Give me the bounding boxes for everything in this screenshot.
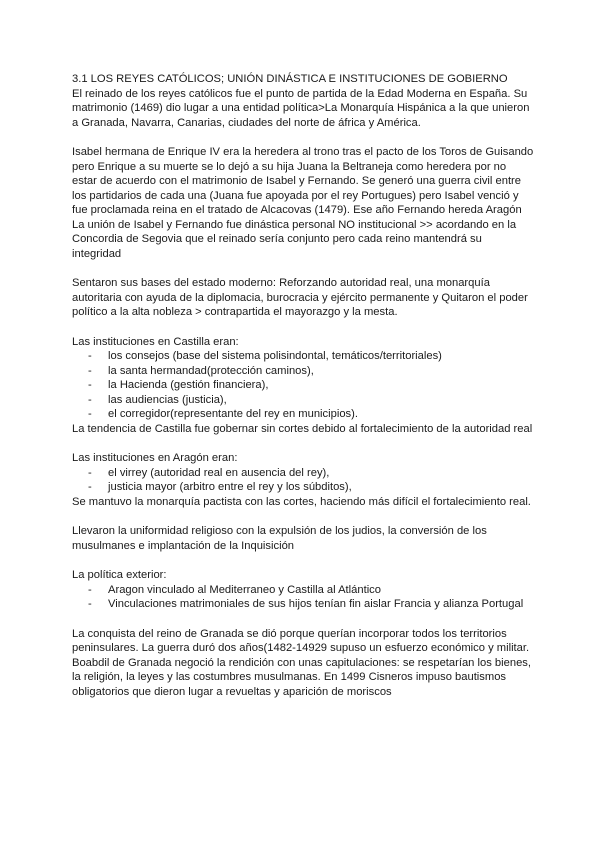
spacer [72, 436, 534, 451]
list-item: - los consejos (base del sistema polisindontal, temáticos/territoriales) [88, 349, 534, 364]
paragraph-intro: El reinado de los reyes católicos fue el punto de partida de la Edad Moderna en España. Su matrimonio (1469) dio lugar a una entidad política>La Monarquía Hispánica a la que unieron a Granada, Navarra, Canarias, ciudades del norte de áfrica y América. [72, 87, 530, 129]
spacer [72, 130, 534, 145]
castilla-list [72, 349, 534, 422]
spacer [72, 320, 534, 335]
section-title: 3.1 LOS REYES CATÓLICOS; UNIÓN DINÁSTICA E INSTITUCIONES DE GOBIERNO [72, 73, 508, 85]
aragon-conclusion: Se mantuvo la monarquía pactista con las cortes, haciendo más difícil el fortalecimiento real. [72, 495, 531, 508]
paragraph-bases: Sentaron sus bases del estado moderno: Reforzando autoridad real, una monarquía autoritaria con ayuda de la diplomacia, burocracia y ejército permanente y Quitaron el poder político a la alta nobleza > contrapartida el mayorazgo y la mesta. [72, 277, 528, 318]
spacer [72, 612, 534, 627]
list-item: - justicia mayor (arbitro entre el rey y los súbditos), [88, 480, 534, 495]
castilla-heading: Las instituciones en Castilla eran: [72, 335, 239, 348]
aragon-list [72, 466, 534, 495]
aragon-heading: Las instituciones en Aragón eran: [72, 452, 238, 464]
paragraph-religion: Llevaron la uniformidad religioso con la expulsión de los judios, la conversión de los musulmanes e implantación de la Inquisición [72, 525, 487, 552]
list-item: - las audiencias (justicia), [88, 393, 534, 408]
exterior-list [72, 583, 534, 612]
spacer [72, 509, 534, 524]
list-item: - el corregidor(representante del rey en municipios). [88, 407, 534, 422]
list-item: - el virrey (autoridad real en ausencia del rey), [88, 466, 534, 481]
list-item: - la Hacienda (gestión financiera), [88, 378, 534, 393]
spacer [72, 261, 534, 276]
spacer [72, 553, 534, 568]
castilla-conclusion: La tendencia de Castilla fue gobernar sin cortes debido al fortalecimiento de la autoridad real [72, 422, 533, 435]
exterior-heading: La política exterior: [72, 569, 167, 581]
list-item: - Aragon vinculado al Mediterraneo y Castilla al Atlántico [88, 583, 534, 598]
paragraph-granada: La conquista del reino de Granada se dió porque querían incorporar todos los territorios peninsulares. La guerra duró dos años(1482-14929 supuso un esfuerzo económico y militar. Boabdil de Granada negoció la rendición con unas capitulaciones: se respetarían los bienes, la religión, la leyes y las costumbres musulmanas. En 1499 Cisneros impuso bautismos obligatorios que dieron lugar a revueltas y aparición de moriscos [72, 627, 531, 698]
paragraph-isabel: Isabel hermana de Enrique IV era la heredera al trono tras el pacto de los Toros de Guisando pero Enrique a su muerte se lo dejó a su hija Juana la Beltraneja como heredera por no estar de acuerdo con el matrimonio de Isabel y Fernando. Se generó una guerra civil entre los partidarios de cada una (Juana fue apoyada por el rey Portugues) pero Isabel venció y fue proclamada reina en el tratado de Alcacovas (1479). Ese año Fernando hereda Aragón [72, 146, 534, 216]
list-item: - la santa hermandad(protección caminos), [88, 364, 534, 379]
paragraph-union: La unión de Isabel y Fernando fue dinástica personal NO institucional >> acordando en la Concordia de Segovia que el reinado sería conjunto pero cada reino mantendrá su integridad [72, 218, 517, 260]
list-item: - Vinculaciones matrimoniales de sus hijos tenían fin aislar Francia y alianza Portugal [88, 597, 534, 612]
